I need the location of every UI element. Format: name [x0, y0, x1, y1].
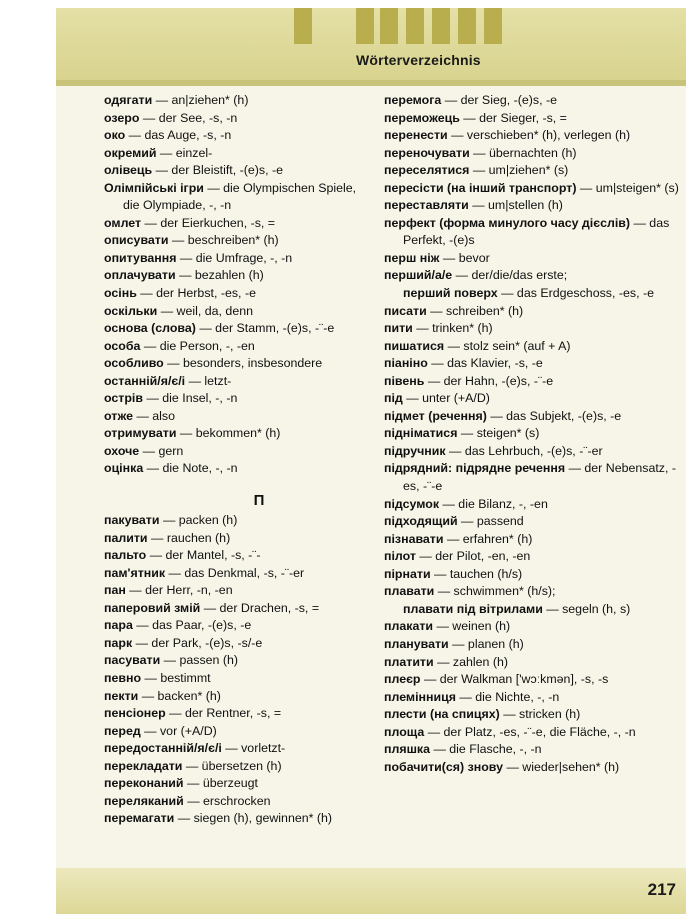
entry-headword: переляканий: [104, 793, 184, 808]
dictionary-entry: [384, 689, 684, 707]
dictionary-entry: [384, 320, 684, 338]
dictionary-entry: [384, 303, 684, 321]
entry-headword: пасувати: [104, 653, 161, 668]
dictionary-entry: [104, 408, 374, 426]
left-entries-o: [104, 92, 374, 478]
page-footer: [56, 868, 686, 914]
dictionary-entry: [104, 232, 374, 250]
entry-translation: — der Eierkuchen, -s, =: [141, 215, 276, 230]
dictionary-entry: [384, 618, 684, 636]
entry-headword: платити: [384, 654, 434, 669]
entry-headword: паперовий змій: [104, 600, 201, 615]
entry-translation: — der Sieg, -(e)s, -e: [441, 93, 557, 107]
entry-headword: олівець: [104, 163, 153, 178]
entry-headword: отже: [104, 408, 133, 423]
entry-headword: підніматися: [384, 426, 458, 441]
entry-headword: підсумок: [384, 496, 440, 511]
entry-translation: — passend: [457, 514, 524, 529]
entry-headword: підмет (речення): [384, 408, 487, 423]
entry-headword: піаніно: [384, 356, 428, 371]
entry-headword: охоче: [104, 443, 140, 458]
entry-translation: — das Erdgeschoss, -es, -e: [497, 286, 654, 301]
dictionary-entry: [384, 443, 684, 461]
dictionary-entry: [384, 566, 684, 584]
dictionary-entry: [104, 338, 374, 356]
entry-translation: — letzt-: [185, 373, 232, 388]
entry-translation: — übernachten (h): [469, 145, 577, 160]
section-gap: [104, 478, 374, 490]
page-title: Wörterverzeichnis: [356, 52, 481, 68]
dictionary-entry: [384, 250, 684, 268]
entry-headword: осінь: [104, 286, 137, 301]
dictionary-entry: [104, 390, 374, 408]
dictionary-entry: [104, 355, 374, 373]
dictionary-entry: [384, 390, 684, 408]
entry-translation: — das Auge, -s, -n: [125, 128, 232, 143]
dictionary-entry: [384, 92, 684, 110]
entry-translation: — der Walkman ['wɔːkmən], -s, -s: [420, 672, 609, 687]
left-entries-p: [104, 512, 374, 828]
entry-translation: — die Person, -, -en: [140, 338, 255, 353]
entry-headword: під: [384, 391, 403, 406]
entry-translation: — um|steigen* (s): [576, 180, 679, 195]
entry-translation: — zahlen (h): [433, 654, 508, 669]
dictionary-entry: [384, 706, 684, 724]
entry-translation: — die Bilanz, -, -en: [439, 496, 548, 511]
dictionary-entry: [384, 373, 684, 391]
dictionary-entry: [104, 582, 374, 600]
entry-headword: основа (слова): [104, 321, 196, 336]
entry-headword: пан: [104, 583, 126, 598]
dictionary-entry: [384, 531, 684, 549]
entry-headword: парк: [104, 635, 133, 650]
page-header: [56, 8, 686, 86]
dictionary-entry: [384, 425, 684, 443]
entry-headword: перш ніж: [384, 250, 440, 265]
dictionary-entry: [384, 180, 684, 198]
dictionary-entry: [104, 162, 374, 180]
entry-translation: — der Platz, -es, -¨-e, die Fläche, -, -n: [424, 724, 636, 739]
dictionary-entry: [384, 496, 684, 514]
entry-headword: окремий: [104, 145, 157, 160]
entry-translation: — packen (h): [159, 513, 238, 528]
entry-headword: пам'ятник: [104, 565, 166, 580]
entry-translation: — beschreiben* (h): [168, 233, 279, 248]
header-decoration: [356, 8, 374, 44]
entry-translation: — der Herbst, -es, -e: [136, 286, 256, 301]
header-decoration: [484, 8, 502, 44]
entry-translation: — der Mantel, -s, -¨-: [146, 548, 261, 563]
entry-headword: пірнати: [384, 566, 431, 581]
entry-headword: оцінка: [104, 461, 144, 476]
dictionary-entry: [104, 460, 374, 478]
dictionary-entry: [384, 285, 684, 303]
entry-headword: пілот: [384, 549, 416, 564]
dictionary-entry: [104, 775, 374, 793]
entry-headword: пакувати: [104, 513, 160, 528]
dictionary-entry: [384, 197, 684, 215]
entry-translation: — passen (h): [160, 653, 239, 668]
entry-headword: плавати: [384, 584, 435, 599]
entry-translation: — stolz sein* (auf + A): [444, 338, 571, 353]
entry-translation: — die Insel, -, -n: [143, 391, 238, 406]
entry-headword: пляшка: [384, 742, 431, 757]
entry-translation: — der Bleistift, -(e)s, -e: [152, 163, 283, 178]
dictionary-entry: [384, 583, 684, 601]
entry-headword: око: [104, 128, 126, 143]
entry-translation: — stricken (h): [499, 707, 581, 722]
dictionary-entry: [384, 636, 684, 654]
entry-headword: перший поверх: [403, 286, 498, 301]
entry-headword: перемога: [384, 93, 442, 107]
dictionary-entry: [104, 600, 374, 618]
entry-headword: перед: [104, 723, 141, 738]
entry-translation: — das Perfekt, -(e)s: [403, 215, 670, 248]
dictionary-entry: [384, 145, 684, 163]
dictionary-entry: [104, 617, 374, 635]
entry-translation: — um|ziehen* (s): [469, 163, 569, 178]
dictionary-entry: [384, 724, 684, 742]
dictionary-entry: [104, 443, 374, 461]
entry-translation: — planen (h): [448, 636, 524, 651]
entry-headword: палити: [104, 530, 148, 545]
entry-translation: — also: [133, 408, 176, 423]
entry-headword: перемагати: [104, 811, 175, 826]
entry-translation: — die Note, -, -n: [143, 461, 238, 476]
entry-headword: пенсіонер: [104, 706, 166, 721]
entry-headword: останній/я/є/і: [104, 373, 186, 388]
header-decoration: [380, 8, 398, 44]
dictionary-entry: [384, 654, 684, 672]
entry-translation: — der Nebensatz, -es, -¨-e: [403, 461, 676, 494]
entry-translation: — an|ziehen* (h): [152, 93, 249, 107]
entry-headword: перфект (форма минулого часу дієслів): [384, 215, 631, 230]
entry-translation: — tauchen (h/s): [430, 566, 523, 581]
entry-translation: — der Rentner, -s, =: [165, 706, 282, 721]
entry-translation: — das Paar, -(e)s, -e: [132, 618, 252, 633]
entry-headword: особа: [104, 338, 141, 353]
entry-translation: — der Pilot, -en, -en: [415, 549, 531, 564]
entry-headword: плести (на спицях): [384, 707, 500, 722]
dictionary-entry: [104, 373, 374, 391]
dictionary-entry: [104, 267, 374, 285]
entry-translation: — wieder|sehen* (h): [503, 759, 620, 774]
dictionary-entry: [384, 215, 684, 250]
entry-translation: — die Olympischen Spiele, die Olympiade, -, -n: [123, 180, 357, 213]
entry-translation: — überzeugt: [183, 776, 258, 791]
entry-translation: — das Lehrbuch, -(e)s, -¨-er: [445, 443, 603, 458]
dictionary-entry: [384, 759, 684, 777]
entry-translation: — steigen* (s): [457, 426, 540, 441]
dictionary-entry: [104, 530, 374, 548]
entry-translation: — bekommen* (h): [176, 426, 281, 441]
entry-headword: пити: [384, 321, 413, 336]
entry-translation: — übersetzen (h): [182, 758, 282, 773]
entry-translation: — erfahren* (h): [443, 531, 533, 546]
entry-translation: — der Stamm, -(e)s, -¨-e: [195, 321, 335, 336]
dictionary-entry: [384, 408, 684, 426]
entry-translation: — rauchen (h): [147, 530, 231, 545]
entry-translation: — siegen (h), gewinnen* (h): [174, 811, 333, 826]
dictionary-page: [56, 8, 686, 914]
dictionary-entry: [384, 355, 684, 373]
entry-headword: переконаний: [104, 776, 184, 791]
entry-headword: отримувати: [104, 426, 177, 441]
dictionary-entry: [104, 285, 374, 303]
entry-translation: — besonders, insbesondere: [163, 356, 323, 371]
entry-headword: острів: [104, 391, 143, 406]
entry-headword: перенести: [384, 128, 448, 143]
entry-headword: пересісти (на інший транспорт): [384, 180, 577, 195]
dictionary-entry: [384, 338, 684, 356]
entry-headword: оскільки: [104, 303, 158, 318]
entry-translation: — die Nichte, -, -n: [455, 689, 560, 704]
entry-headword: озеро: [104, 110, 140, 125]
entry-headword: переможець: [384, 110, 460, 125]
page-number: 217: [647, 880, 676, 899]
entry-translation: — erschrocken: [183, 793, 271, 808]
entry-translation: — der Hahn, -(e)s, -¨-e: [424, 373, 554, 388]
header-decoration: [458, 8, 476, 44]
dictionary-entry: [384, 110, 684, 128]
dictionary-entry: [104, 670, 374, 688]
entry-translation: — vorletzt-: [221, 741, 286, 756]
entry-translation: — vor (+A/D): [140, 723, 217, 738]
dictionary-entry: [384, 267, 684, 285]
entry-headword: плакати: [384, 619, 434, 634]
entry-translation: — einzel-: [156, 145, 213, 160]
dictionary-entry: [384, 601, 684, 619]
entry-headword: переселятися: [384, 163, 470, 178]
entry-headword: писати: [384, 303, 427, 318]
entry-headword: пишатися: [384, 338, 445, 353]
section-letter: П: [253, 492, 265, 510]
entry-headword: описувати: [104, 233, 169, 248]
entry-headword: плеєр: [384, 672, 421, 687]
dictionary-entry: [384, 162, 684, 180]
entry-translation: — verschieben* (h), verlegen (h): [447, 128, 631, 143]
entry-translation: — bestimmt: [141, 670, 211, 685]
entry-headword: побачити(ся) знову: [384, 759, 504, 774]
entry-translation: — schreiben* (h): [426, 303, 524, 318]
dictionary-entry: [384, 513, 684, 531]
dictionary-entry: [104, 547, 374, 565]
dictionary-entry: [104, 723, 374, 741]
entry-translation: — das Subjekt, -(e)s, -e: [486, 408, 622, 423]
dictionary-entry: [104, 688, 374, 706]
header-decoration: [432, 8, 450, 44]
entry-translation: — der Herr, -n, -en: [125, 583, 233, 598]
entry-headword: півень: [384, 373, 425, 388]
entry-translation: — weil, da, denn: [157, 303, 253, 318]
header-decoration: [294, 8, 312, 44]
entry-translation: — der Drachen, -s, =: [200, 600, 320, 615]
entry-headword: племінниця: [384, 689, 456, 704]
entry-headword: перший/а/е: [384, 268, 453, 283]
entry-translation: — das Klavier, -s, -e: [427, 356, 543, 371]
dictionary-entry: [104, 127, 374, 145]
entry-headword: підходящий: [384, 514, 458, 529]
dictionary-entry: [104, 740, 374, 758]
entry-headword: підручник: [384, 443, 446, 458]
entry-translation: — die Flasche, -, -n: [430, 742, 542, 757]
entry-headword: опитування: [104, 250, 177, 265]
dictionary-entry: [104, 635, 374, 653]
dictionary-entry: [104, 180, 374, 215]
dictionary-entry: [104, 425, 374, 443]
dictionary-entry: [104, 92, 374, 110]
dictionary-entry: [384, 460, 684, 495]
dictionary-entry: [384, 127, 684, 145]
entry-translation: — backen* (h): [138, 688, 221, 703]
entry-translation: — der/die/das erste;: [452, 268, 568, 283]
entry-headword: певно: [104, 670, 142, 685]
entry-headword: пізнавати: [384, 531, 444, 546]
entry-translation: — segeln (h, s): [542, 601, 631, 616]
dictionary-entry: [104, 250, 374, 268]
entry-translation: — schwimmen* (h/s);: [434, 584, 556, 599]
entry-translation: — unter (+A/D): [402, 391, 490, 406]
entry-translation: — der See, -s, -n: [139, 110, 238, 125]
dictionary-entry: [104, 145, 374, 163]
entry-headword: пара: [104, 618, 133, 633]
entry-translation: — trinken* (h): [412, 321, 493, 336]
entry-headword: оплачувати: [104, 268, 176, 283]
dictionary-entry: [104, 565, 374, 583]
left-column: [104, 92, 374, 828]
entry-translation: — der Sieger, -s, =: [459, 110, 567, 125]
dictionary-entry: [104, 110, 374, 128]
entry-headword: плавати під вітрилами: [403, 601, 543, 616]
entry-translation: — weinen (h): [433, 619, 511, 634]
entry-translation: — um|stellen (h): [468, 198, 563, 213]
header-decoration: [406, 8, 424, 44]
entry-translation: — bezahlen (h): [175, 268, 264, 283]
entry-headword: перекладати: [104, 758, 183, 773]
dictionary-entry: [104, 303, 374, 321]
entry-translation: — der Park, -(e)s, -s/-e: [132, 635, 263, 650]
dictionary-entry: [384, 741, 684, 759]
dictionary-entry: [104, 793, 374, 811]
header-strip: [56, 80, 686, 86]
entry-translation: — die Umfrage, -, -n: [176, 250, 293, 265]
entry-translation: — bevor: [439, 250, 490, 265]
entry-translation: — gern: [139, 443, 184, 458]
entry-translation: — das Denkmal, -s, -¨-er: [165, 565, 305, 580]
dictionary-entry: [104, 705, 374, 723]
dictionary-entry: [104, 652, 374, 670]
dictionary-entry: [384, 671, 684, 689]
entry-headword: Олімпійські ігри: [104, 180, 204, 195]
entry-headword: переставляти: [384, 198, 469, 213]
entry-headword: пекти: [104, 688, 139, 703]
entry-headword: особливо: [104, 356, 164, 371]
dictionary-entry: [104, 810, 374, 828]
entry-headword: пальто: [104, 548, 147, 563]
entry-headword: площа: [384, 724, 425, 739]
dictionary-entry: [104, 320, 374, 338]
entry-headword: планувати: [384, 636, 449, 651]
dictionary-entry: [104, 512, 374, 530]
dictionary-entry: [104, 215, 374, 233]
dictionary-entry: [104, 758, 374, 776]
right-column: [384, 92, 684, 776]
entry-headword: омлет: [104, 215, 142, 230]
entry-headword: підрядний: підрядне речення: [384, 461, 566, 476]
entry-headword: переночувати: [384, 145, 470, 160]
entry-headword: передостанній/я/є/і: [104, 741, 222, 756]
entry-headword: одягати: [104, 93, 153, 107]
dictionary-entry: [384, 548, 684, 566]
